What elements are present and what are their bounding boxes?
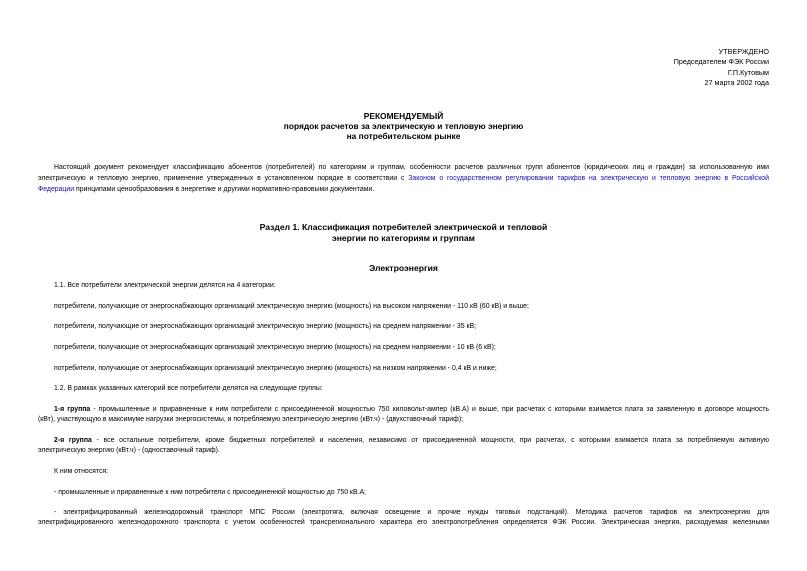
- railway-line-1: - электрифицированный железнодорожный транспорт МПС России (электротяга, включая освещение и прочие нужды тяговых подстанций). Методика расчетов тарифов на электроэнергию для: [54, 509, 769, 516]
- list-item-industrial: - промышленные и приравненные к ним потребители с присоединенной мощностью до 750 кВ.А;: [54, 489, 366, 496]
- title-line-2: порядок расчетов за электрическую и тепловую энергию: [283, 121, 524, 132]
- paragraph-1-2: 1.2. В рамках указанных категорий все потребители делятся на следующие группы:: [54, 385, 323, 392]
- approval-heading: УТВЕРЖДЕНО: [718, 47, 769, 56]
- group-1-line-1: [38, 405, 769, 415]
- group-1-label: 1-я группа: [54, 406, 91, 413]
- section-heading-line-1: Раздел 1. Классификация потребителей электрической и тепловой: [259, 222, 548, 232]
- approval-position: Председателем ФЭК России: [673, 57, 769, 67]
- list-item-railway: [38, 508, 769, 529]
- includes-heading: К ним относятся:: [54, 468, 109, 475]
- paragraph-1-1: 1.1. Все потребители электрической энергии делятся на 4 категории:: [54, 282, 276, 289]
- intro-line-3: [38, 184, 769, 195]
- category-low-voltage: потребители, получающие от энергоснабжающих организаций электрическую энергию (мощность) на низком напряжении - 0,4 кВ и ниже;: [54, 365, 497, 372]
- intro-line-1: Настоящий документ рекомендует классификацию абонентов (потребителей) по категориям и группам, особенности расчетов различных групп абонентов (юридических лиц и граждан) за использованную ими: [54, 164, 769, 171]
- intro-text-end: принципами ценообразования в энергетике и другими нормативно-правовыми документами.: [74, 186, 375, 193]
- group-2-line-2: электрическую энергию (кВт.ч) - (одноставочный тариф).: [38, 447, 220, 455]
- group-1-line-2: (кВт), участвующую в максимуме нагрузки энергосистемы, и потребляемую электрическую энергию (кВт.ч) - (двухставочный тариф);: [38, 416, 464, 424]
- group-2-label: 2-я группа: [54, 437, 92, 444]
- category-medium-voltage-35: потребители, получающие от энергоснабжающих организаций электрическую энергию (мощность) на среднем напряжении - 35 кВ;: [54, 323, 476, 330]
- section-heading-line-2: энергии по категориям и группам: [331, 233, 476, 243]
- group-1-text: - промышленные и приравненные к ним потребители с присоединенной мощностью 750 киловольт-ампер (кВ.А) и выше, при расчетах с которыми взимается плата за заявленную в договоре мощность: [90, 406, 769, 413]
- category-medium-voltage-10: потребители, получающие от энергоснабжающих организаций электрическую энергию (мощность) на среднем напряжении - 10 кВ (6 кВ);: [54, 344, 496, 351]
- subsection-heading: Электроэнергия: [369, 263, 438, 273]
- law-link-continued[interactable]: Федерации: [38, 186, 75, 193]
- title-line-3: на потребительском рынке: [346, 131, 461, 142]
- group-1-paragraph: [38, 405, 769, 426]
- title-line-1: РЕКОМЕНДУЕМЫЙ: [363, 111, 444, 121]
- intro-line-2: [38, 173, 769, 184]
- approval-signatory: Г.П.Кутовым: [727, 67, 769, 77]
- railway-line-2: электрифицированного железнодорожного транспорта с учетом особенностей трансрегионального характера его электропотребления определяется ФЭК России. Электрическая энергия, расходуемая железными: [38, 519, 769, 527]
- intro-text: электрическую и тепловую энергию, применение утвержденных в установленном порядке в соответствии с: [38, 175, 409, 182]
- document-title: [0, 111, 807, 142]
- section-heading: [0, 222, 807, 244]
- intro-paragraph: [38, 162, 769, 195]
- category-high-voltage: потребители, получающие от энергоснабжающих организаций электрическую энергию (мощность) на высоком напряжении - 110 кВ (60 кВ) и выше;: [54, 303, 529, 310]
- approval-block: [674, 47, 769, 89]
- group-2-line-1: [38, 436, 769, 446]
- group-2-text: - все остальные потребители, кроме бюджетных потребителей и населения, независимо от присоединенной мощности, при расчетах, с которыми взимается плата за потребляемую активную: [91, 437, 769, 444]
- approval-date: 27 марта 2002 года: [704, 78, 769, 88]
- law-link[interactable]: Законом о государственном регулировании тарифов на электрическую и тепловую энергию в Российской: [408, 175, 769, 182]
- group-2-paragraph: [38, 436, 769, 457]
